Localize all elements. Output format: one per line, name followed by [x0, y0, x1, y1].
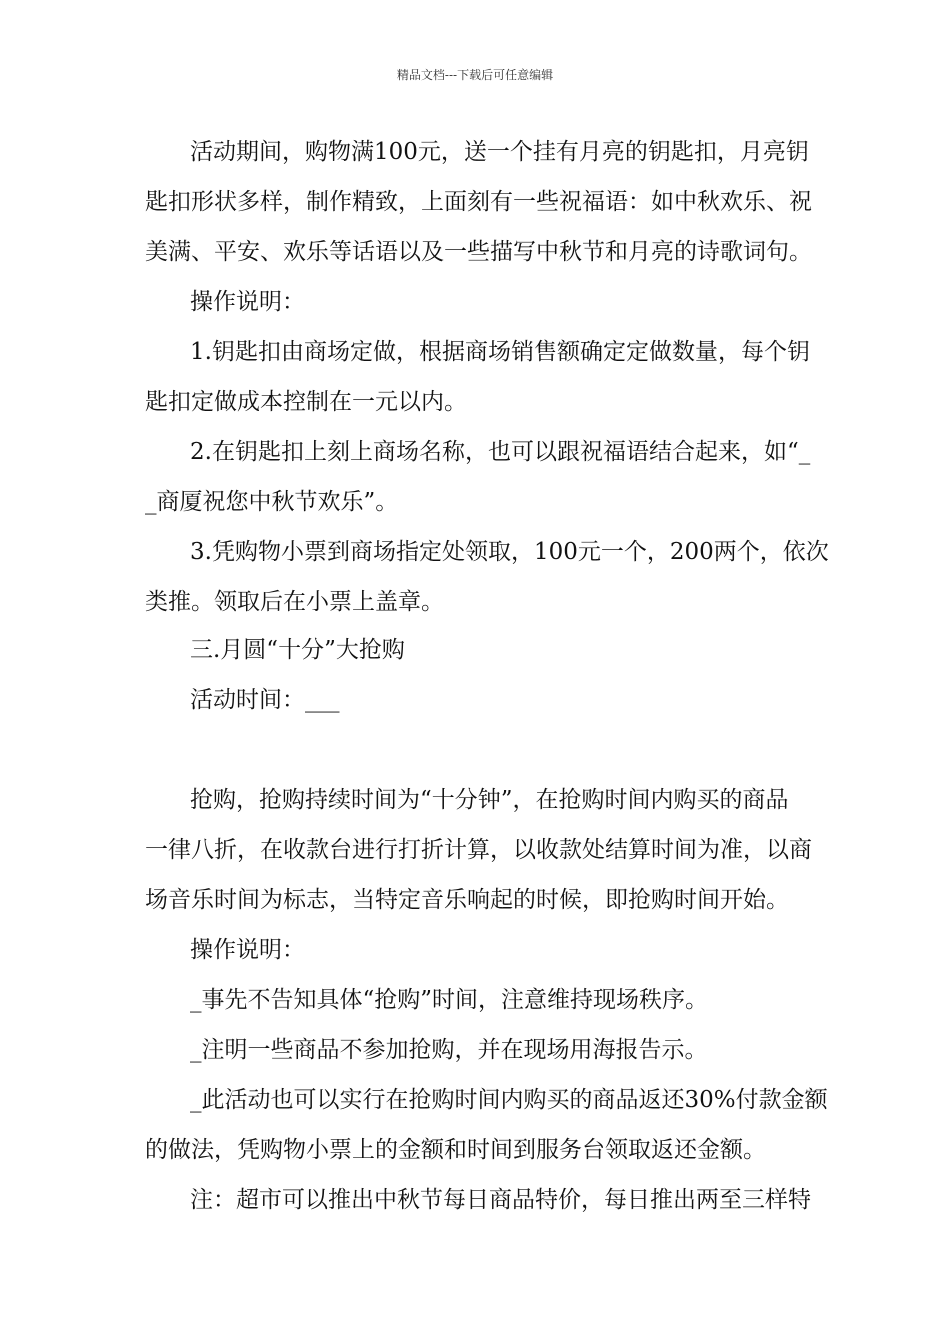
- section-heading: 三.月圆“十分”大抢购: [190, 637, 405, 663]
- list-item: 3.凭购物小票到商场指定处领取，100元一个，200两个，依次: [190, 539, 829, 565]
- paragraph-line: 类推。领取后在小票上盖章。: [145, 589, 444, 615]
- paragraph-line: 匙扣形状多样，制作精致，上面刻有一些祝福语：如中秋欢乐、祝: [145, 189, 812, 215]
- activity-time-label: 活动时间：___: [190, 687, 340, 713]
- list-item: _此活动也可以实行在抢购时间内购买的商品返还30%付款金额: [190, 1087, 828, 1113]
- paragraph-line: _商厦祝您中秋节欢乐”。: [145, 489, 399, 515]
- page-header: 精品文档---下载后可任意编辑: [396, 68, 554, 82]
- paragraph-line: 美满、平安、欢乐等话语以及一些描写中秋节和月亮的诗歌词句。: [145, 239, 812, 265]
- section-label: 操作说明：: [190, 937, 305, 963]
- list-item: 2.在钥匙扣上刻上商场名称，也可以跟祝福语结合起来，如“_: [190, 439, 811, 465]
- paragraph-line: 一律八折，在收款台进行打折计算，以收款处结算时间为准，以商: [145, 837, 812, 863]
- paragraph-line: 活动期间，购物满100元，送一个挂有月亮的钥匙扣，月亮钥: [190, 139, 809, 165]
- paragraph-line: 抢购，抢购持续时间为“十分钟”，在抢购时间内购买的商品: [190, 787, 789, 813]
- paragraph-line: 场音乐时间为标志，当特定音乐响起的时候，即抢购时间开始。: [145, 887, 789, 913]
- list-item: 1.钥匙扣由商场定做，根据商场销售额确定定做数量，每个钥: [190, 339, 810, 365]
- list-item: _注明一些商品不参加抢购，并在现场用海报告示。: [190, 1037, 708, 1063]
- paragraph-line: 匙扣定做成本控制在一元以内。: [145, 389, 467, 415]
- section-label: 操作说明：: [190, 289, 305, 315]
- list-item: _事先不告知具体“抢购”时间，注意维持现场秩序。: [190, 987, 709, 1013]
- note-line: 注：超市可以推出中秋节每日商品特价，每日推出两至三样特: [190, 1187, 811, 1213]
- paragraph-line: 的做法，凭购物小票上的金额和时间到服务台领取返还金额。: [145, 1137, 766, 1163]
